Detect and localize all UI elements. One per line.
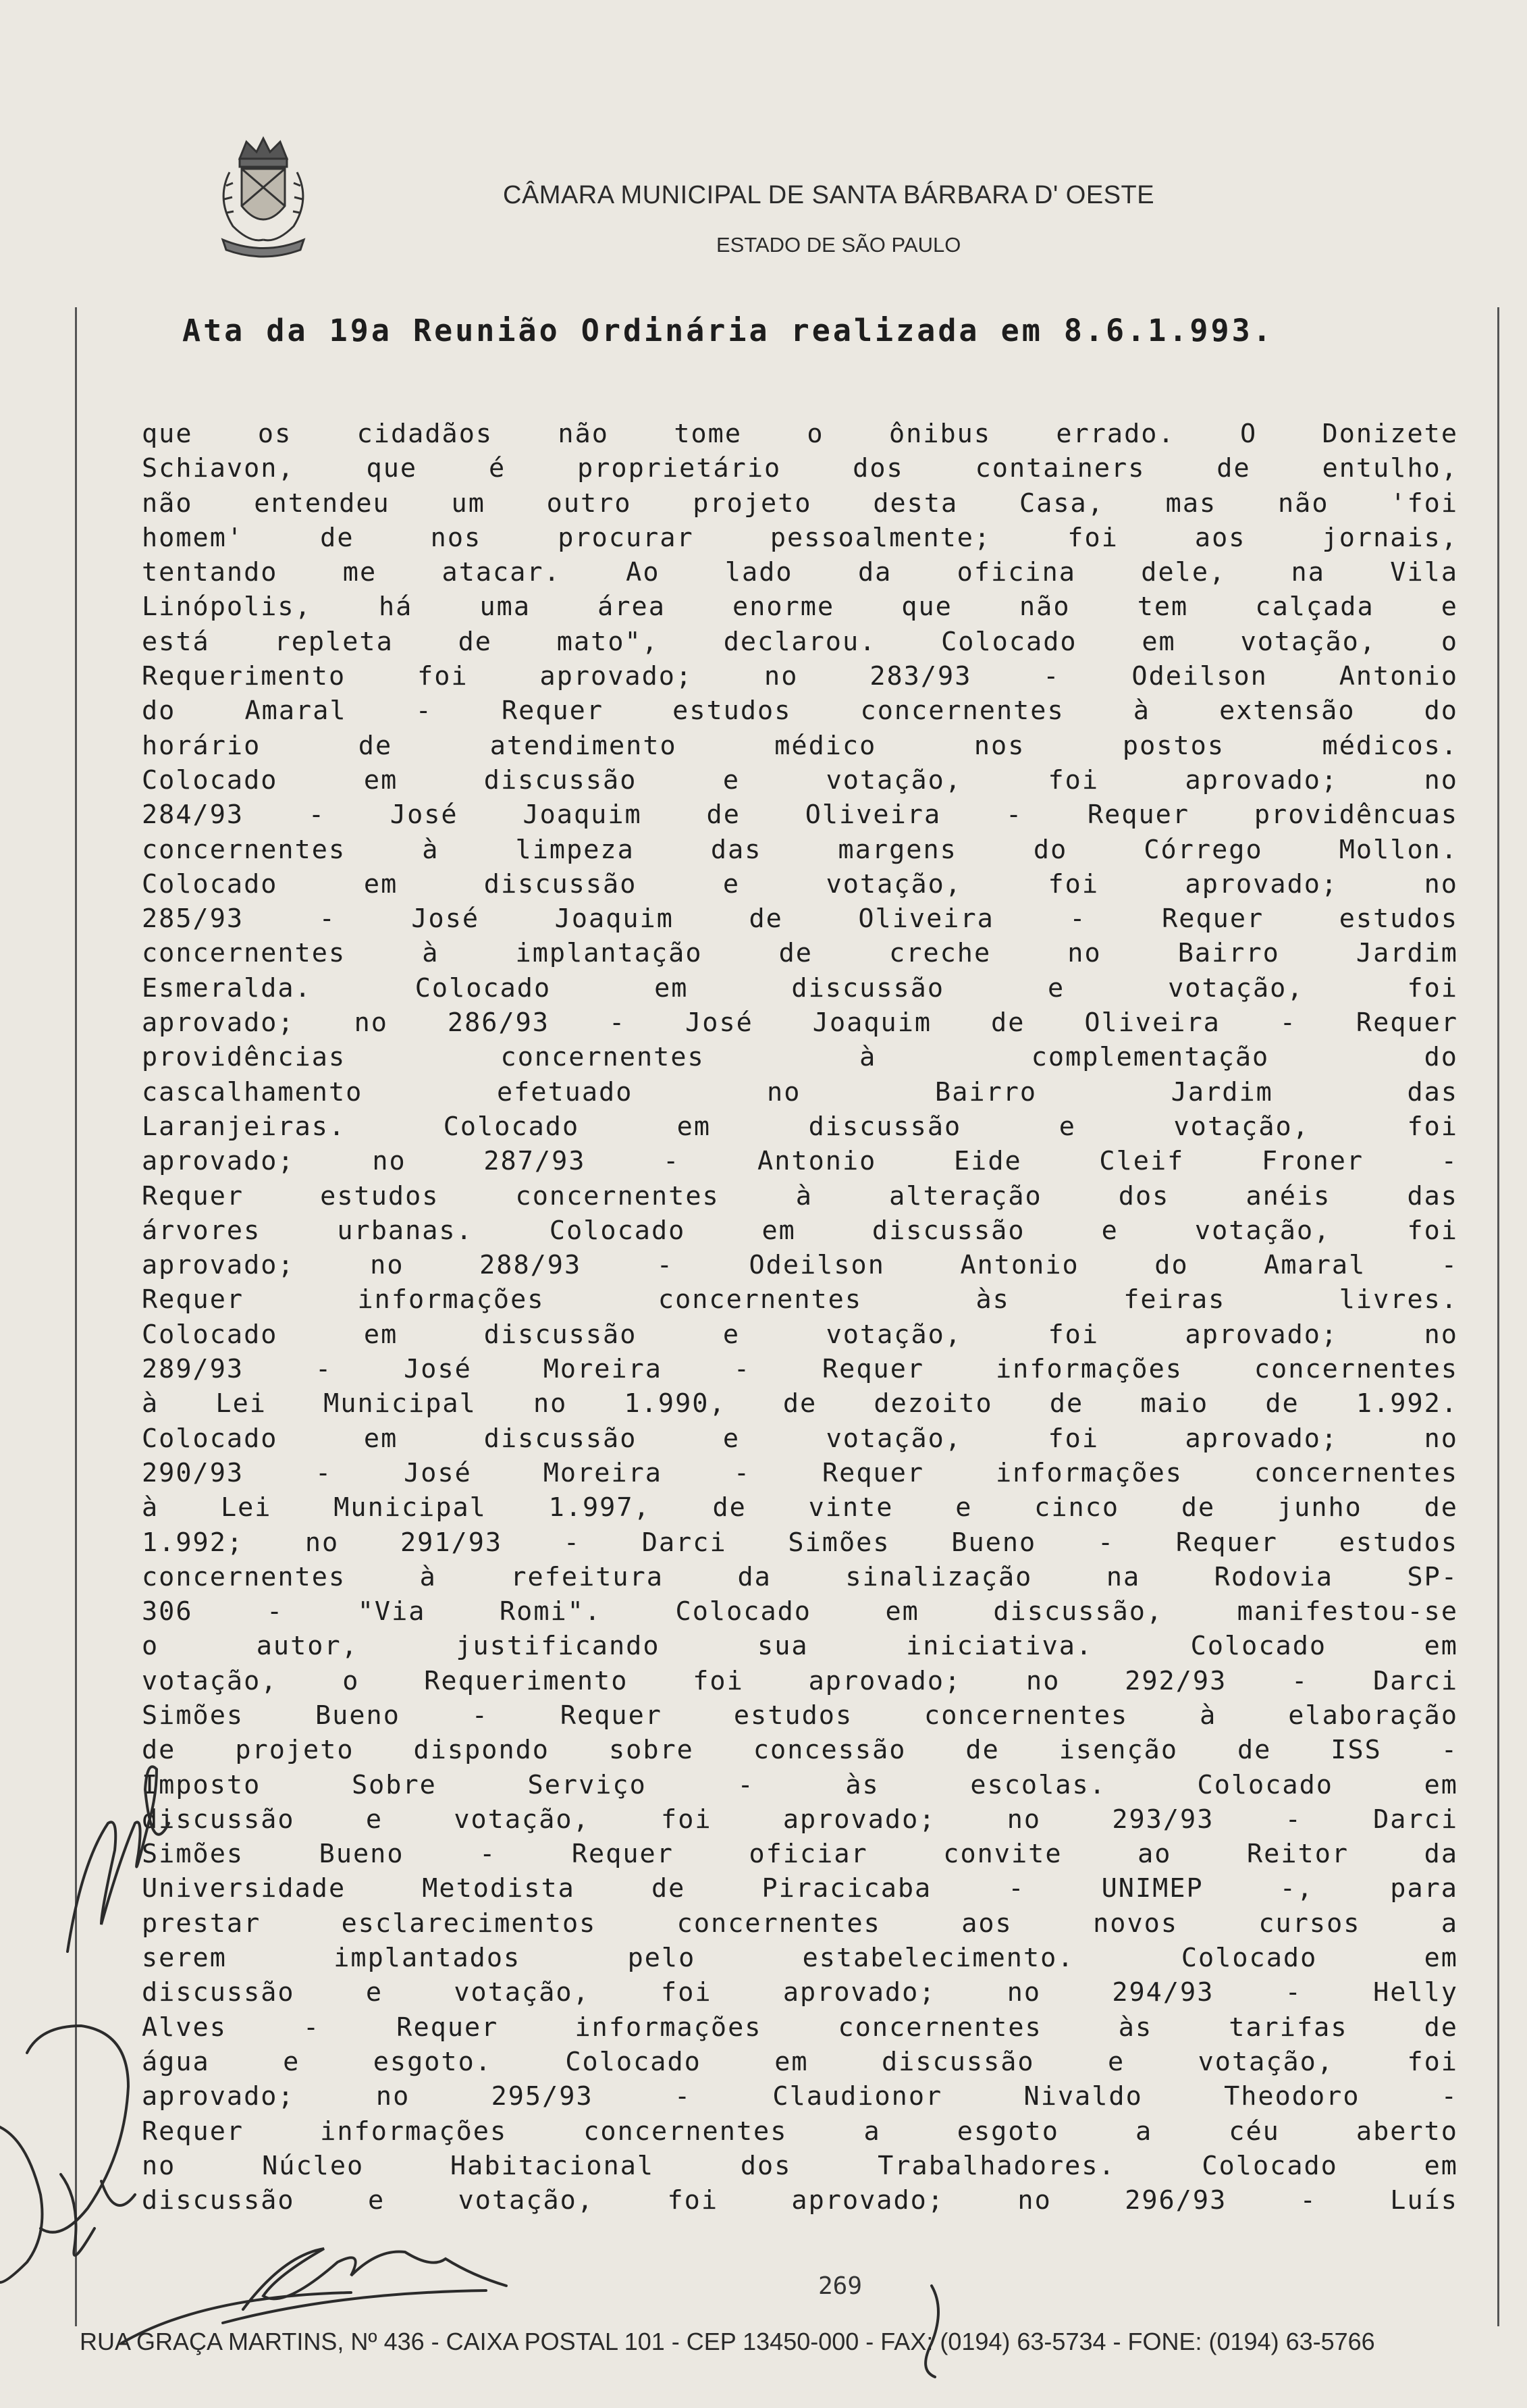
body-line: 285/93 - José Joaquim de Oliveira - Requer estudos: [142, 904, 1458, 935]
body-line: Alves - Requer informações concernentes às tarifas de: [142, 2012, 1458, 2043]
minutes-title: Ata da 19a Reunião Ordinária realizada em 8.6.1.993.: [182, 313, 1274, 348]
body-line: tentando me atacar. Ao lado da oficina dele, na Vila: [142, 557, 1458, 588]
body-line: no Núcleo Habitacional dos Trabalhadores. Colocado em: [142, 2150, 1458, 2181]
body-line: Simões Bueno - Requer oficiar convite ao Reitor da: [142, 1839, 1458, 1870]
margin-signature-3: [0, 2127, 135, 2282]
body-line: homem' de nos procurar pessoalmente; foi aos jornais,: [142, 522, 1458, 553]
body-line: Esmeralda. Colocado em discussão e votação, foi: [142, 972, 1458, 1003]
body-line: Requer estudos concernentes à alteração dos anéis das: [142, 1180, 1458, 1211]
body-line: Requerimento foi aprovado; no 283/93 - Odeilson Antonio: [142, 661, 1458, 692]
body-line: cascalhamento efetuado no Bairro Jardim das: [142, 1076, 1458, 1107]
organization-name: CÂMARA MUNICIPAL DE SANTA BÁRBARA D' OESTE: [503, 181, 1155, 209]
body-line: 306 - "Via Romi". Colocado em discussão, manifestou-se: [142, 1596, 1458, 1627]
body-line: Requer informações concernentes a esgoto a céu aberto: [142, 2116, 1458, 2147]
minutes-body: [142, 417, 1458, 2218]
body-line: Laranjeiras. Colocado em discussão e votação, foi: [142, 1111, 1458, 1142]
body-line: Requer informações concernentes às feiras livres.: [142, 1284, 1458, 1315]
body-line: aprovado; no 287/93 - Antonio Eide Cleif Froner -: [142, 1146, 1458, 1177]
body-line: serem implantados pelo estabelecimento. Colocado em: [142, 1943, 1458, 1974]
body-line: 284/93 - José Joaquim de Oliveira - Requer providêncuas: [142, 800, 1458, 831]
body-line: Linópolis, há uma área enorme que não tem calçada e: [142, 592, 1458, 623]
body-line: aprovado; no 286/93 - José Joaquim de Oliveira - Requer: [142, 1007, 1458, 1039]
body-line: 290/93 - José Moreira - Requer informações concernentes: [142, 1457, 1458, 1488]
body-line: à Lei Municipal 1.997, de vinte e cinco de junho de: [142, 1492, 1458, 1523]
body-line: de projeto dispondo sobre concessão de isenção de ISS -: [142, 1735, 1458, 1766]
body-line: está repleta de mato", declarou. Colocado em votação, o: [142, 626, 1458, 657]
body-line: concernentes à implantação de creche no Bairro Jardim: [142, 938, 1458, 969]
right-margin-rule: [1497, 307, 1499, 2326]
body-line: do Amaral - Requer estudos concernentes à extensão do: [142, 696, 1458, 727]
body-line: votação, o Requerimento foi aprovado; no 292/93 - Darci: [142, 1665, 1458, 1696]
body-line: Universidade Metodista de Piracicaba - UNIMEP -, para: [142, 1873, 1458, 1904]
body-line: Colocado em discussão e votação, foi aprovado; no: [142, 1319, 1458, 1350]
page-number: 269: [818, 2272, 863, 2300]
municipal-coat-of-arms-icon: [203, 132, 324, 260]
margin-signature-2: [27, 2026, 128, 2232]
body-line: água e esgoto. Colocado em discussão e votação, foi: [142, 2046, 1458, 2077]
body-line: que os cidadãos não tome o ônibus errado. O Donizete: [142, 419, 1458, 449]
footer-address: RUA GRAÇA MARTINS, Nº 436 - CAIXA POSTAL 101 - CEP 13450-000 - FAX: (0194) 63-5734 - FONE: (0194) 63-5766: [80, 2328, 1375, 2355]
state-name: ESTADO DE SÃO PAULO: [716, 233, 961, 257]
left-margin-rule: [75, 307, 77, 2326]
body-line: concernentes à refeitura da sinalização na Rodovia SP-: [142, 1561, 1458, 1592]
body-line: Simões Bueno - Requer estudos concernentes à elaboração: [142, 1700, 1458, 1731]
body-line: não entendeu um outro projeto desta Casa, mas não 'foi: [142, 488, 1458, 519]
body-line: 1.992; no 291/93 - Darci Simões Bueno - Requer estudos: [142, 1527, 1458, 1558]
body-line: 289/93 - José Moreira - Requer informações concernentes: [142, 1354, 1458, 1385]
body-line: aprovado; no 288/93 - Odeilson Antonio do Amaral -: [142, 1250, 1458, 1281]
body-line: discussão e votação, foi aprovado; no 293/93 - Darci: [142, 1804, 1458, 1835]
body-line: horário de atendimento médico nos postos médicos.: [142, 730, 1458, 761]
body-line: Colocado em discussão e votação, foi aprovado; no: [142, 764, 1458, 795]
body-line: o autor, justificando sua iniciativa. Colocado em: [142, 1631, 1458, 1662]
body-line: providências concernentes à complementação do: [142, 1042, 1458, 1073]
body-line: Colocado em discussão e votação, foi aprovado; no: [142, 1423, 1458, 1454]
body-line: discussão e votação, foi aprovado; no 294/93 - Helly: [142, 1977, 1458, 2008]
body-line: à Lei Municipal no 1.990, de dezoito de maio de 1.992.: [142, 1388, 1458, 1419]
body-line: concernentes à limpeza das margens do Córrego Mollon.: [142, 834, 1458, 865]
body-line: prestar esclarecimentos concernentes aos novos cursos a: [142, 1908, 1458, 1939]
body-line: Schiavon, que é proprietário dos containers de entulho,: [142, 453, 1458, 484]
body-line: Colocado em discussão e votação, foi aprovado; no: [142, 868, 1458, 899]
body-line: aprovado; no 295/93 - Claudionor Nivaldo Theodoro -: [142, 2081, 1458, 2112]
body-line: árvores urbanas. Colocado em discussão e votação, foi: [142, 1215, 1458, 1246]
body-line: Imposto Sobre Serviço - às escolas. Colocado em: [142, 1769, 1458, 1800]
body-line: discussão e votação, foi aprovado; no 296/93 - Luís: [142, 2185, 1458, 2216]
